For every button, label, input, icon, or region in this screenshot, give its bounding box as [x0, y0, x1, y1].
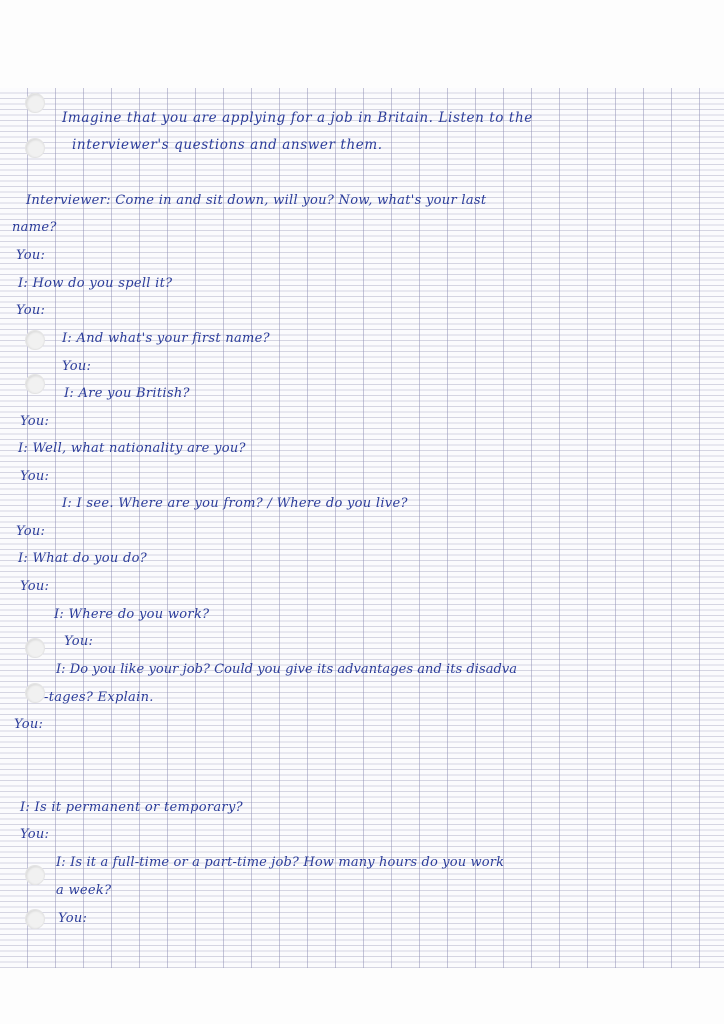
answer-label: You:	[20, 469, 50, 484]
punch-hole	[25, 138, 45, 158]
interviewer-question: I: Is it a full-time or a part-time job? How many hours do you work	[56, 855, 505, 870]
answer-label: You:	[20, 827, 50, 842]
instructions-line-2: interviewer's questions and answer them.	[72, 137, 383, 153]
interviewer-question: I: Are you British?	[64, 386, 190, 401]
interviewer-question: I: I see. Where are you from? / Where do you live?	[62, 496, 408, 511]
punch-hole	[25, 374, 45, 394]
answer-label: You:	[16, 524, 46, 539]
answer-label: You:	[62, 359, 92, 374]
answer-label: You:	[58, 911, 88, 926]
answer-label: You:	[20, 579, 50, 594]
interviewer-question-continued: a week?	[56, 883, 112, 898]
interviewer-question: I: And what's your first name?	[62, 331, 270, 346]
answer-label: You:	[16, 248, 46, 263]
interviewer-question: I: Where do you work?	[54, 607, 210, 622]
interviewer-question: I: Well, what nationality are you?	[18, 441, 246, 456]
interviewer-question: I: What do you do?	[18, 551, 147, 566]
punch-hole	[25, 865, 45, 885]
punch-hole	[25, 330, 45, 350]
punch-hole	[25, 93, 45, 113]
interviewer-question: I: Is it permanent or temporary?	[20, 800, 243, 815]
instructions-line-1: Imagine that you are applying for a job in Britain. Listen to the	[62, 110, 533, 126]
interviewer-question: Interviewer: Come in and sit down, will you? Now, what's your last	[26, 193, 487, 208]
interviewer-question: I: Do you like your job? Could you give its advantages and its disadva	[56, 662, 518, 677]
interviewer-question-continued: -tages? Explain.	[44, 690, 154, 705]
interviewer-question-continued: name?	[12, 220, 57, 235]
interviewer-question: I: How do you spell it?	[18, 276, 173, 291]
answer-label: You:	[20, 414, 50, 429]
punch-hole	[25, 909, 45, 929]
punch-hole	[25, 638, 45, 658]
answer-label: You:	[64, 634, 94, 649]
punch-hole	[25, 683, 45, 703]
answer-label: You:	[16, 303, 46, 318]
answer-label: You:	[14, 717, 44, 732]
